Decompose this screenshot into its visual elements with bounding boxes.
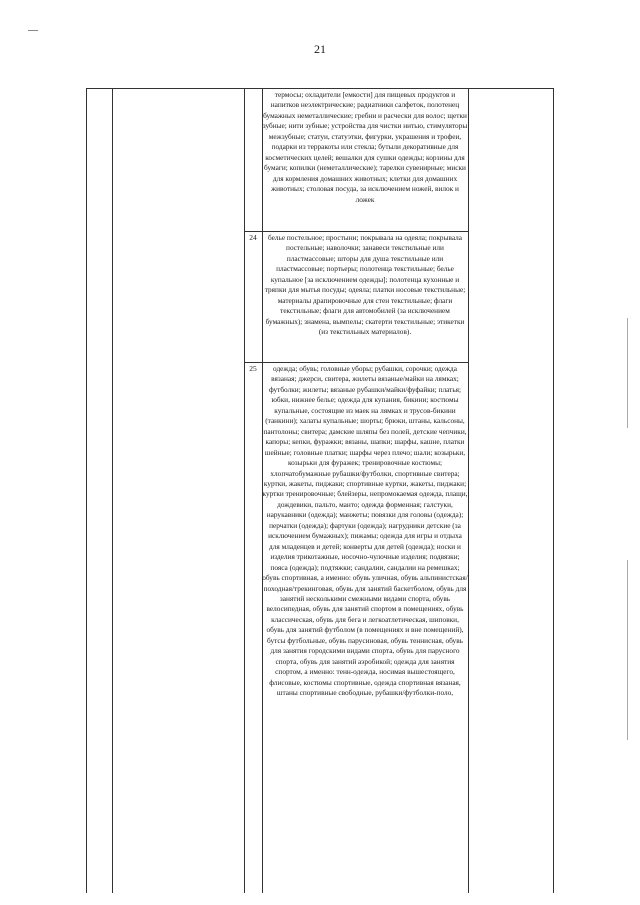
row-divider <box>244 362 468 363</box>
goods-description: одежда; обувь; головные уборы; рубашки, сорочки; одежда вязаная; джерси, свитера, жилеты вязаные/майки на лямках; футболки; жилеты; вязаные рубашки/майки/фуфайки; платья; юбки, нижнее белье; одежда для купания, бикини; костюмы купальные, состоящие из маек на лямках и трусов-бикини (танкини); халаты купальные; шорты; брюки, штаны, кальсоны, пантолоны; свитера; дамские шляпы без полей, детские чепчики, капоры; кепки, фуражки; вязаны, шапки; шарфы, кашне, платки шейные; головные платки; шарфы через плечо; шали; козырьки, козырьки для фуражек; тренировочные костюмы; хлопчатобумажные рубашки/футболки, спортивные свитера; куртки, жакеты, пиджаки; спортивные куртки, жакеты, пиджаки; куртки тренировочные; блейзеры, непромокаемая одежда, плащи, дождевики, пальто, манто; одежда форменная; галстуки, нарукавники (одежда); манжеты; повязки для головы (одежда); перчатки (одежда); фартуки (одежда); нагрудники детские (за исключением бумажных); пижамы; одежда для игры и отдыха для младенцев и детей; конверты для детей (одежда); носки и изделия трикотажные, носочно-чулочные изделия; подвязки; пояса (одежда); подтяжки; сандалии, сандалии на ремешках; обувь спортивная, а именно: обувь уличная, обувь альпинистская/походная/трекинговая, обувь для занятий баскетболом, обувь для занятий несколькими смежными видами спорта, обувь велосипедная, обувь для занятий спортом в помещениях, обувь классическая, обувь для бега и легкоатлетическая, шиповки, обувь для занятий футболом (в помещениях и вне помещений), бутсы футбольные, обувь парусиновая, обувь теннисная, обувь для занятия городскими видами спорта, обувь для парусного спорта, обувь для занятий аэробикой; одежда для занятия спортом, а именно: тенн-одежда, носимая вышестоящего, флисовые, костюмы спортивные, одежда спортивная вязаная, штаны спортивные свободные, рубашки/футболки-поло, <box>262 364 468 698</box>
goods-description: термосы; охладители [емкости] для пищевых продуктов и напитков неэлектрические; радиатники салфеток, полотенец бумажных неметаллические; гребни и расчески для волос; щетки зубные; нити зубные; устройства для чистки нитью, стимуляторы межзубные; статуи, статуэтки, фигурки, украшения и трофеи, подарки из терракоты или стекла; бутыли декоративные для косметических целей; вешалки для сушки одежды; корзины для бумаги; копилки (неметаллические); тарелки сувенирные; миски для кормления домашних животных; клетки для домашних животных; столовая посуда, за исключением ножей, вилок и ложек <box>262 90 468 204</box>
column-border <box>468 88 469 893</box>
table-right-border <box>553 88 554 893</box>
scan-mark <box>28 30 38 31</box>
scan-edge-mark <box>627 560 628 740</box>
table-left-border <box>86 88 87 893</box>
column-border <box>244 88 245 893</box>
row-divider <box>244 231 468 232</box>
table-top-border <box>86 88 553 89</box>
column-border <box>112 88 113 893</box>
page-number: 21 <box>314 42 326 56</box>
class-number: 25 <box>249 364 257 373</box>
class-number: 24 <box>249 233 257 242</box>
goods-description: белье постельное; простыни; покрывала на одеяла; покрывала постельные; наволочки; занавеси текстильные или пластмассовые; шторы для душа текстильные или пластмассовые; портьеры; полотенца текстильные; белье купальное [за исключением одежды]; полотенца кухонные и тряпки для мытья посуды; одеяла; платки носовые текстильные; материалы драпировочные для стен текстильные; флаги текстильные; флаги для автомобилей (за исключением бумажных); знамена, вымпелы; скатерти текстильные; этикетки (из текстильных материалов). <box>264 233 466 337</box>
scan-edge-mark <box>627 318 628 428</box>
